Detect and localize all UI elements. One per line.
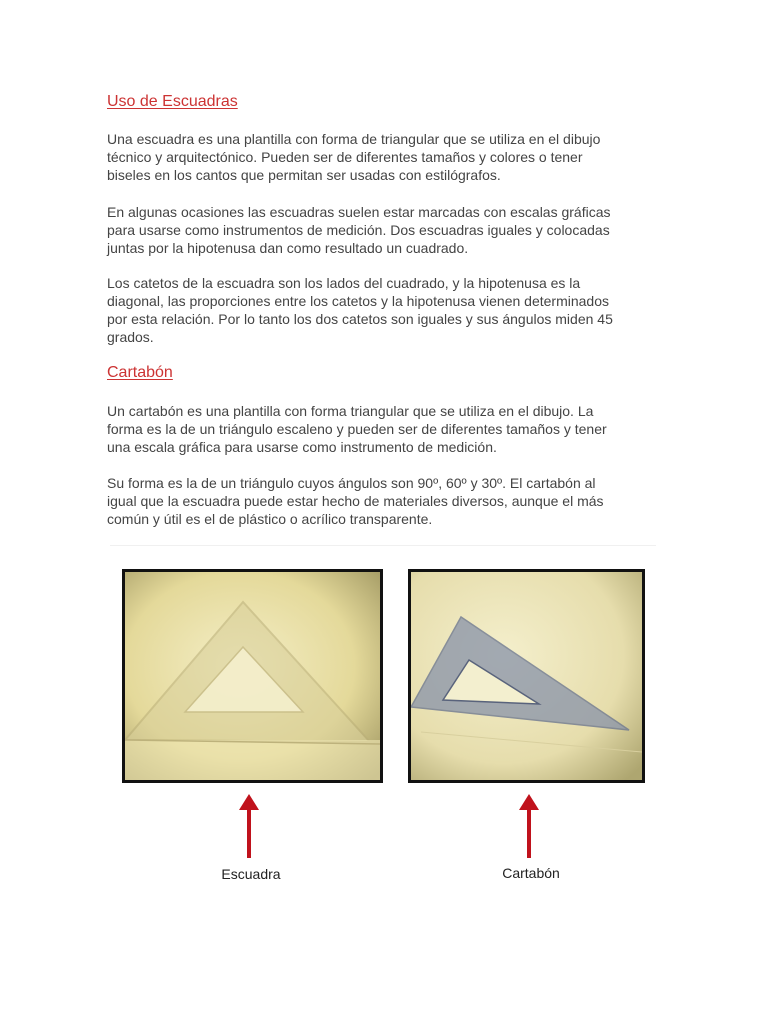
paragraph-escuadras-3: Los catetos de la escuadra son los lados del cuadrado, y la hipotenusa es la diagonal, las proporciones entre los catetos y la hipotenusa vienen determinados por esta relación. Por lo tanto los dos catetos son iguales y sus ángulos miden 45 grados. — [107, 275, 613, 345]
caption-escuadra: Escuadra — [221, 866, 281, 882]
section-title-escuadras: Uso de Escuadras — [107, 93, 238, 110]
paragraph-escuadras-1: Una escuadra es una plantilla con forma de triangular que se utiliza en el dibujo técnico y arquitectónico. Pueden ser de diferentes tamaños y colores o tener biseles en los cantos que permitan ser usadas con estilógrafos. — [107, 131, 601, 183]
paragraph-escuadras-2: En algunas ocasiones las escuadras suelen estar marcadas con escalas gráficas para usarse como instrumentos de medición. Dos escuadras iguales y colocadas juntas por la hipotenusa dan como resultado un cuadrado. — [107, 204, 611, 256]
escuadra-photo — [122, 569, 383, 783]
paragraph-cartabon-2: Su forma es la de un triángulo cuyos ángulos son 90º, 60º y 30º. El cartabón al igual que la escuadra puede estar hecho de materiales diversos, aunque el más común y útil es el de plástico o acrílico transparente. — [107, 475, 604, 527]
cartabon-photo — [408, 569, 645, 783]
caption-cartabon: Cartabón — [502, 865, 560, 881]
section-title-cartabon: Cartabón — [107, 364, 173, 381]
arrow-up-icon — [237, 794, 261, 860]
arrow-up-icon — [517, 794, 541, 860]
figure-divider — [110, 545, 656, 546]
paragraph-cartabon-1: Un cartabón es una plantilla con forma triangular que se utiliza en el dibujo. La forma es la de un triángulo escaleno y pueden ser de diferentes tamaños y tener una escala gráfica para usarse como instrumento de medición. — [107, 403, 607, 455]
